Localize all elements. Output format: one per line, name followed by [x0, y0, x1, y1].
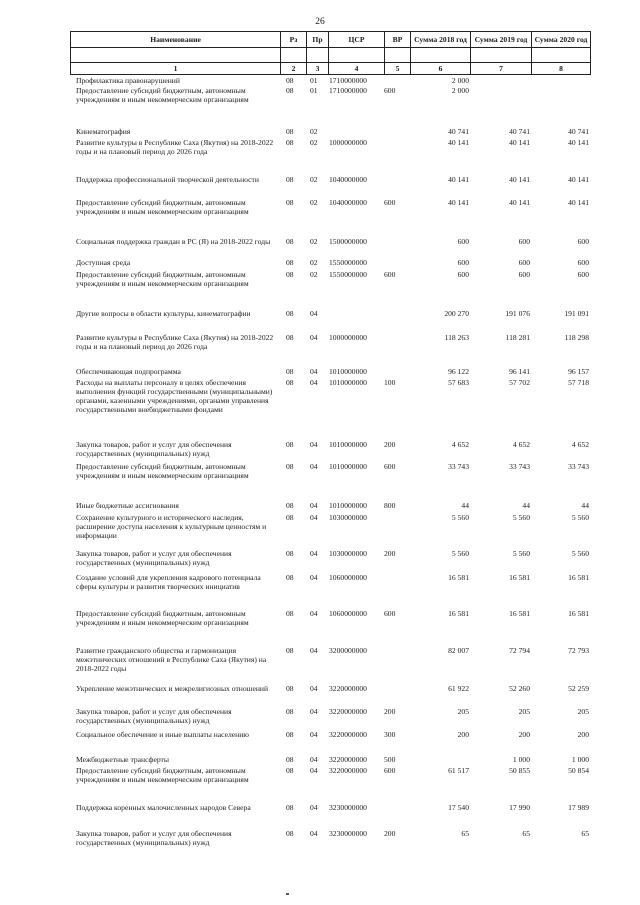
row-name: Закупка товаров, работ и услуг для обеспечения государственных (муниципальных) нужд [76, 707, 232, 725]
row-name: Расходы на выплаты персоналу в целях обеспечения выполнения функций государственными (муниципальными) органами, казенными учреждениями, органами управления государственными внебюджетными фондами [76, 378, 273, 414]
row-sum-2018: 40 141 [448, 198, 469, 207]
row-name: Межбюджетные трансферты [76, 755, 169, 764]
row-sum-2020: 16 581 [568, 609, 589, 618]
row-sum-2019: 1 000 [512, 755, 530, 764]
row-name: Кинематография [76, 127, 131, 136]
row-rz: 08 [286, 440, 294, 449]
row-pr: 04 [310, 803, 318, 812]
row-sum-2019: 40 141 [509, 198, 530, 207]
table-row [70, 139, 590, 179]
column-header-pr: Пр [307, 32, 329, 48]
table-row [70, 199, 590, 239]
row-name: Иные бюджетные ассигнования [76, 501, 179, 510]
column-header-csr: ЦСР [329, 32, 385, 48]
table-row [70, 830, 590, 870]
row-name: Создание условий для укрепления кадрового потенциала сферы культуры и развития творческих инициатив [76, 573, 261, 591]
row-sum-2019: 600 [518, 270, 530, 279]
row-rz: 08 [286, 333, 294, 342]
row-pr: 02 [310, 237, 318, 246]
row-rz: 08 [286, 766, 294, 775]
row-sum-2018: 40 741 [448, 127, 469, 136]
row-sum-2020: 40 141 [568, 198, 589, 207]
row-csr: 1550000000 [329, 270, 367, 279]
column-header-vr: ВР [385, 32, 411, 48]
row-sum-2020: 65 [581, 829, 589, 838]
row-sum-2018: 61 922 [448, 684, 469, 693]
row-pr: 04 [310, 309, 318, 318]
row-pr: 04 [310, 440, 318, 449]
column-number: 1 [71, 63, 281, 75]
row-sum-2020: 600 [577, 258, 589, 267]
row-csr: 1030000000 [329, 549, 367, 558]
row-sum-2019: 65 [522, 829, 530, 838]
row-vr: 200 [384, 440, 396, 449]
row-rz: 08 [286, 803, 294, 812]
row-csr: 3220000000 [329, 684, 367, 693]
row-rz: 08 [286, 270, 294, 279]
row-sum-2018: 44 [461, 501, 469, 510]
row-sum-2019: 16 581 [509, 609, 530, 618]
column-number: 4 [329, 63, 385, 75]
row-sum-2019: 17 990 [509, 803, 530, 812]
row-sum-2019: 205 [518, 707, 530, 716]
row-sum-2020: 16 581 [568, 573, 589, 582]
row-csr: 1500000000 [329, 237, 367, 246]
row-sum-2020: 57 718 [568, 378, 589, 387]
row-sum-2020: 191 091 [564, 309, 589, 318]
row-name: Социальное обеспечение и иные выплаты населению [76, 730, 249, 739]
row-csr: 3230000000 [329, 803, 367, 812]
row-rz: 08 [286, 646, 294, 655]
row-name: Предоставление субсидий бюджетным, автономным учреждениям и иным некоммерческим организациям [76, 462, 249, 480]
row-sum-2018: 65 [461, 829, 469, 838]
row-name: Развитие культуры в Республике Саха (Якутия) на 2018-2022 годы и на плановый период до 2026 года [76, 333, 274, 351]
row-sum-2018: 2 000 [451, 86, 469, 95]
row-sum-2020: 5 560 [571, 549, 589, 558]
row-name: Социальная поддержка граждан в РС (Я) на 2018-2022 годы [76, 237, 271, 246]
column-header-name: Наименование [71, 32, 281, 48]
row-sum-2019: 200 [518, 730, 530, 739]
row-sum-2018: 96 122 [448, 367, 469, 376]
row-vr: 200 [384, 549, 396, 558]
row-sum-2018: 17 540 [448, 803, 469, 812]
row-rz: 08 [286, 86, 294, 95]
table-row [70, 574, 590, 614]
row-pr: 02 [310, 258, 318, 267]
row-name: Поддержка профессиональной творческой деятельности [76, 175, 259, 184]
row-sum-2019: 5 560 [512, 549, 530, 558]
row-rz: 08 [286, 127, 294, 136]
row-csr: 1710000000 [329, 86, 367, 95]
row-pr: 04 [310, 513, 318, 522]
row-sum-2020: 200 [577, 730, 589, 739]
row-sum-2018: 82 007 [448, 646, 469, 655]
row-rz: 08 [286, 138, 294, 147]
row-name: Закупка товаров, работ и услуг для обеспечения государственных (муниципальных) нужд [76, 829, 232, 847]
row-vr: 800 [384, 501, 396, 510]
row-sum-2020: 96 157 [568, 367, 589, 376]
row-sum-2018: 600 [457, 237, 469, 246]
row-rz: 08 [286, 755, 294, 764]
row-csr: 1060000000 [329, 609, 367, 618]
row-csr: 1060000000 [329, 573, 367, 582]
row-csr: 3220000000 [329, 766, 367, 775]
row-name: Предоставление субсидий бюджетным, автономным учреждениям и иным некоммерческим организациям [76, 198, 249, 216]
row-sum-2019: 44 [522, 501, 530, 510]
row-sum-2019: 16 581 [509, 573, 530, 582]
row-rz: 08 [286, 573, 294, 582]
column-number: 7 [471, 63, 532, 75]
row-sum-2019: 5 560 [512, 513, 530, 522]
row-name: Поддержка коренных малочисленных народов Севера [76, 803, 251, 812]
row-vr: 600 [384, 462, 396, 471]
row-sum-2019: 33 743 [509, 462, 530, 471]
row-sum-2018: 33 743 [448, 462, 469, 471]
row-pr: 04 [310, 549, 318, 558]
column-header-sum-2020: Сумма 2020 год [532, 32, 591, 48]
row-csr: 3200000000 [329, 646, 367, 655]
row-rz: 08 [286, 258, 294, 267]
row-sum-2019: 600 [518, 258, 530, 267]
row-pr: 04 [310, 829, 318, 838]
row-vr: 600 [384, 86, 396, 95]
row-vr: 600 [384, 766, 396, 775]
row-rz: 08 [286, 707, 294, 716]
row-pr: 02 [310, 198, 318, 207]
row-sum-2019: 52 260 [509, 684, 530, 693]
row-csr: 3220000000 [329, 707, 367, 716]
row-csr: 1040000000 [329, 198, 367, 207]
row-sum-2019: 600 [518, 237, 530, 246]
row-vr: 600 [384, 198, 396, 207]
row-rz: 08 [286, 730, 294, 739]
row-pr: 04 [310, 462, 318, 471]
row-sum-2019: 96 141 [509, 367, 530, 376]
row-csr: 1010000000 [329, 462, 367, 471]
row-sum-2018: 600 [457, 270, 469, 279]
row-csr: 1010000000 [329, 367, 367, 376]
row-csr: 1000000000 [329, 138, 367, 147]
row-sum-2018: 118 263 [444, 333, 469, 342]
row-sum-2020: 600 [577, 270, 589, 279]
row-sum-2018: 16 581 [448, 609, 469, 618]
row-pr: 04 [310, 766, 318, 775]
row-rz: 08 [286, 175, 294, 184]
row-rz: 08 [286, 462, 294, 471]
column-number: 2 [281, 63, 307, 75]
row-csr: 1010000000 [329, 501, 367, 510]
row-name: Закупка товаров, работ и услуг для обеспечения государственных (муниципальных) нужд [76, 440, 232, 458]
row-sum-2020: 72 793 [568, 646, 589, 655]
column-number: 3 [307, 63, 329, 75]
row-csr: 1030000000 [329, 513, 367, 522]
row-sum-2019: 50 855 [509, 766, 530, 775]
row-pr: 02 [310, 127, 318, 136]
row-rz: 08 [286, 501, 294, 510]
row-csr: 1000000000 [329, 333, 367, 342]
table-row [70, 87, 590, 127]
row-rz: 08 [286, 513, 294, 522]
table-row [70, 271, 590, 311]
table-row [70, 610, 590, 650]
row-vr: 600 [384, 609, 396, 618]
row-sum-2019: 40 141 [509, 138, 530, 147]
row-pr: 02 [310, 175, 318, 184]
row-pr: 02 [310, 138, 318, 147]
row-sum-2020: 600 [577, 237, 589, 246]
row-csr: 1010000000 [329, 378, 367, 387]
row-vr: 600 [384, 270, 396, 279]
row-pr: 02 [310, 270, 318, 279]
row-pr: 04 [310, 707, 318, 716]
row-sum-2020: 4 652 [571, 440, 589, 449]
row-pr: 04 [310, 730, 318, 739]
row-sum-2020: 5 560 [571, 513, 589, 522]
row-name: Предоставление субсидий бюджетным, автономным учреждениям и иным некоммерческим организациям [76, 609, 249, 627]
row-rz: 08 [286, 76, 294, 85]
row-rz: 08 [286, 367, 294, 376]
row-rz: 08 [286, 684, 294, 693]
row-sum-2018: 600 [457, 258, 469, 267]
table-row [70, 463, 590, 503]
column-number: 5 [385, 63, 411, 75]
table-row [70, 767, 590, 807]
column-header-rz: Рз [281, 32, 307, 48]
table-row [70, 647, 590, 687]
row-sum-2020: 50 854 [568, 766, 589, 775]
row-pr: 04 [310, 378, 318, 387]
row-sum-2018: 5 560 [451, 513, 469, 522]
row-name: Сохранение культурного и исторического наследия, расширение доступа населения к культурным ценностям и информации [76, 513, 267, 540]
scan-speck [286, 893, 289, 895]
row-sum-2020: 44 [581, 501, 589, 510]
table-row [70, 379, 590, 419]
row-rz: 08 [286, 609, 294, 618]
row-sum-2020: 40 141 [568, 138, 589, 147]
row-name: Укрепление межэтнических и межрелигиозных отношений [76, 684, 269, 693]
column-header-sum-2019: Сумма 2019 год [471, 32, 532, 48]
row-sum-2018: 2 000 [451, 76, 469, 85]
row-sum-2020: 33 743 [568, 462, 589, 471]
row-sum-2020: 17 989 [568, 803, 589, 812]
row-name: Доступная среда [76, 258, 131, 267]
row-rz: 08 [286, 829, 294, 838]
row-rz: 08 [286, 549, 294, 558]
row-pr: 04 [310, 367, 318, 376]
row-pr: 04 [310, 501, 318, 510]
row-sum-2019: 72 794 [509, 646, 530, 655]
row-rz: 08 [286, 198, 294, 207]
row-vr: 500 [384, 755, 396, 764]
row-name: Закупка товаров, работ и услуг для обеспечения государственных (муниципальных) нужд [76, 549, 232, 567]
row-csr: 3220000000 [329, 730, 367, 739]
row-sum-2020: 40 741 [568, 127, 589, 136]
row-sum-2019: 40 741 [509, 127, 530, 136]
row-rz: 08 [286, 378, 294, 387]
row-pr: 04 [310, 684, 318, 693]
row-pr: 01 [310, 76, 318, 85]
row-sum-2019: 118 281 [505, 333, 530, 342]
row-name: Предоставление субсидий бюджетным, автономным учреждениям и иным некоммерческим организациям [76, 766, 249, 784]
row-name: Предоставление субсидий бюджетным, автономным учреждениям и иным некоммерческим организациям [76, 270, 249, 288]
row-sum-2020: 1 000 [571, 755, 589, 764]
column-header-sum-2018: Сумма 2018 год [411, 32, 471, 48]
row-rz: 08 [286, 237, 294, 246]
row-rz: 08 [286, 309, 294, 318]
column-number: 6 [411, 63, 471, 75]
row-csr: 1550000000 [329, 258, 367, 267]
row-vr: 200 [384, 707, 396, 716]
row-csr: 3220000000 [329, 755, 367, 764]
row-sum-2018: 5 560 [451, 549, 469, 558]
row-pr: 04 [310, 755, 318, 764]
row-pr: 04 [310, 333, 318, 342]
page-number: 26 [315, 17, 325, 27]
row-sum-2018: 200 [457, 730, 469, 739]
row-sum-2018: 205 [457, 707, 469, 716]
row-sum-2019: 57 702 [509, 378, 530, 387]
row-sum-2018: 40 141 [448, 138, 469, 147]
row-csr: 3230000000 [329, 829, 367, 838]
row-sum-2019: 40 141 [509, 175, 530, 184]
row-sum-2018: 4 652 [451, 440, 469, 449]
row-name: Профилактика правонарушений [76, 76, 180, 85]
row-vr: 300 [384, 730, 396, 739]
row-sum-2019: 191 076 [505, 309, 530, 318]
row-sum-2018: 200 270 [444, 309, 469, 318]
row-pr: 04 [310, 646, 318, 655]
row-sum-2018: 16 581 [448, 573, 469, 582]
row-name: Обеспечивающая подпрограмма [76, 367, 181, 376]
row-sum-2018: 40 141 [448, 175, 469, 184]
row-sum-2018: 61 517 [448, 766, 469, 775]
row-csr: 1010000000 [329, 440, 367, 449]
row-sum-2018: 57 683 [448, 378, 469, 387]
row-pr: 04 [310, 609, 318, 618]
row-pr: 04 [310, 573, 318, 582]
row-name: Развитие гражданского общества и гармонизация межэтнических отношений в Республике Саха (Якутия) на 2018-2022 годы [76, 646, 267, 673]
row-sum-2019: 4 652 [512, 440, 530, 449]
row-vr: 200 [384, 829, 396, 838]
row-csr: 1040000000 [329, 175, 367, 184]
table-header [70, 31, 591, 75]
row-sum-2020: 205 [577, 707, 589, 716]
row-sum-2020: 52 259 [568, 684, 589, 693]
row-name: Предоставление субсидий бюджетным, автономным учреждениям и иным некоммерческим организациям [76, 86, 249, 104]
row-pr: 01 [310, 86, 318, 95]
table-row [70, 514, 590, 554]
row-name: Развитие культуры в Республике Саха (Якутия) на 2018-2022 годы и на плановый период до 2026 года [76, 138, 274, 156]
row-sum-2020: 40 141 [568, 175, 589, 184]
row-sum-2020: 118 298 [564, 333, 589, 342]
row-name: Другие вопросы в области культуры, кинематографии [76, 309, 251, 318]
column-number: 8 [532, 63, 591, 75]
row-vr: 100 [384, 378, 396, 387]
row-csr: 1710000000 [329, 76, 367, 85]
